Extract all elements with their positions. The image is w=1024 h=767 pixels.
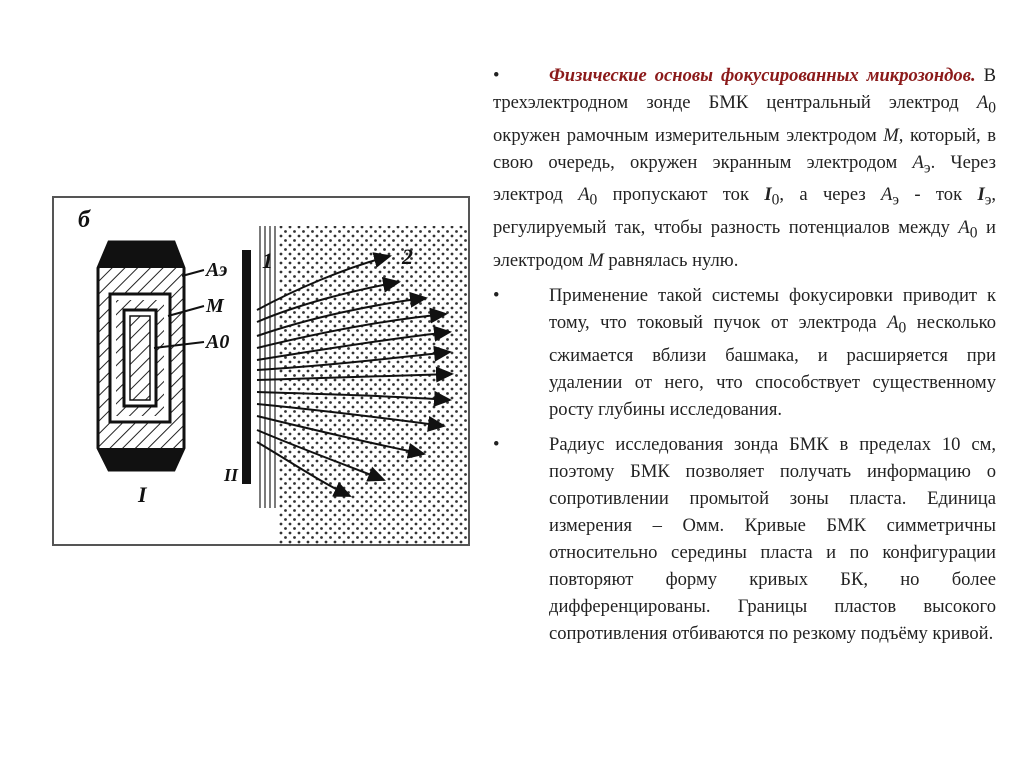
bullet: • [493,284,500,306]
formation-layer [279,226,468,544]
label-central-electrode: А0 [206,331,230,353]
paragraph-title: Физические основы фокусированных микрозондов. [549,65,976,86]
label-shoe: II [224,465,239,485]
label-screen-electrode: Аэ [206,259,228,281]
paragraph-principles [493,62,996,274]
paragraph-body: Применение такой системы фокусировки приводит к тому, что токовый пучок от электрода $А_0$ несколько сжимается вблизи башмака, и расширяется при удалении от него, что способствует существенному росту глубины исследования. [549,284,997,420]
text-column [493,62,996,655]
shoe [242,250,251,484]
label-probe-body: I [138,482,147,507]
paragraph-body: Физические основы фокусированных микрозондов. В трехэлектродном зонде БМК центральный электрод $А_0$ окружен рамочным измерительным электродом М, который, в свою очередь, окружен экранным электродом $А_э$. Через электрод $А_0$ пропускают ток $I_0$, а через $А_э$ - ток $I_э$, регулируемый так, чтобы разность потенциалов между $А_0$ и электродом М равнялась нулю. [493,65,997,271]
bullet: • [493,65,500,86]
probe-diagram [52,196,470,546]
panel-label: б [78,207,90,233]
paragraph-focusing [493,282,996,423]
paragraph-body: Радиус исследования зонда БМК в пределах 10 см, поэтому БМК позволяет получать информацию о сопротивлении промытой зоны пласта. Единица измерения – Омм. Кривые БМК симметричны относительно середины пласта и по конфигурации повторяют форму кривых БК, но более дифференцированы. Границы пластов высокого сопротивления отбиваются по резкому подъёму кривой. [549,433,996,644]
label-mudcake: 1 [262,248,273,273]
paragraph-radius [493,431,996,647]
probe-body [98,242,184,470]
label-formation: 2 [402,244,413,269]
label-measuring-electrode: М [206,295,224,317]
bullet: • [493,433,500,455]
